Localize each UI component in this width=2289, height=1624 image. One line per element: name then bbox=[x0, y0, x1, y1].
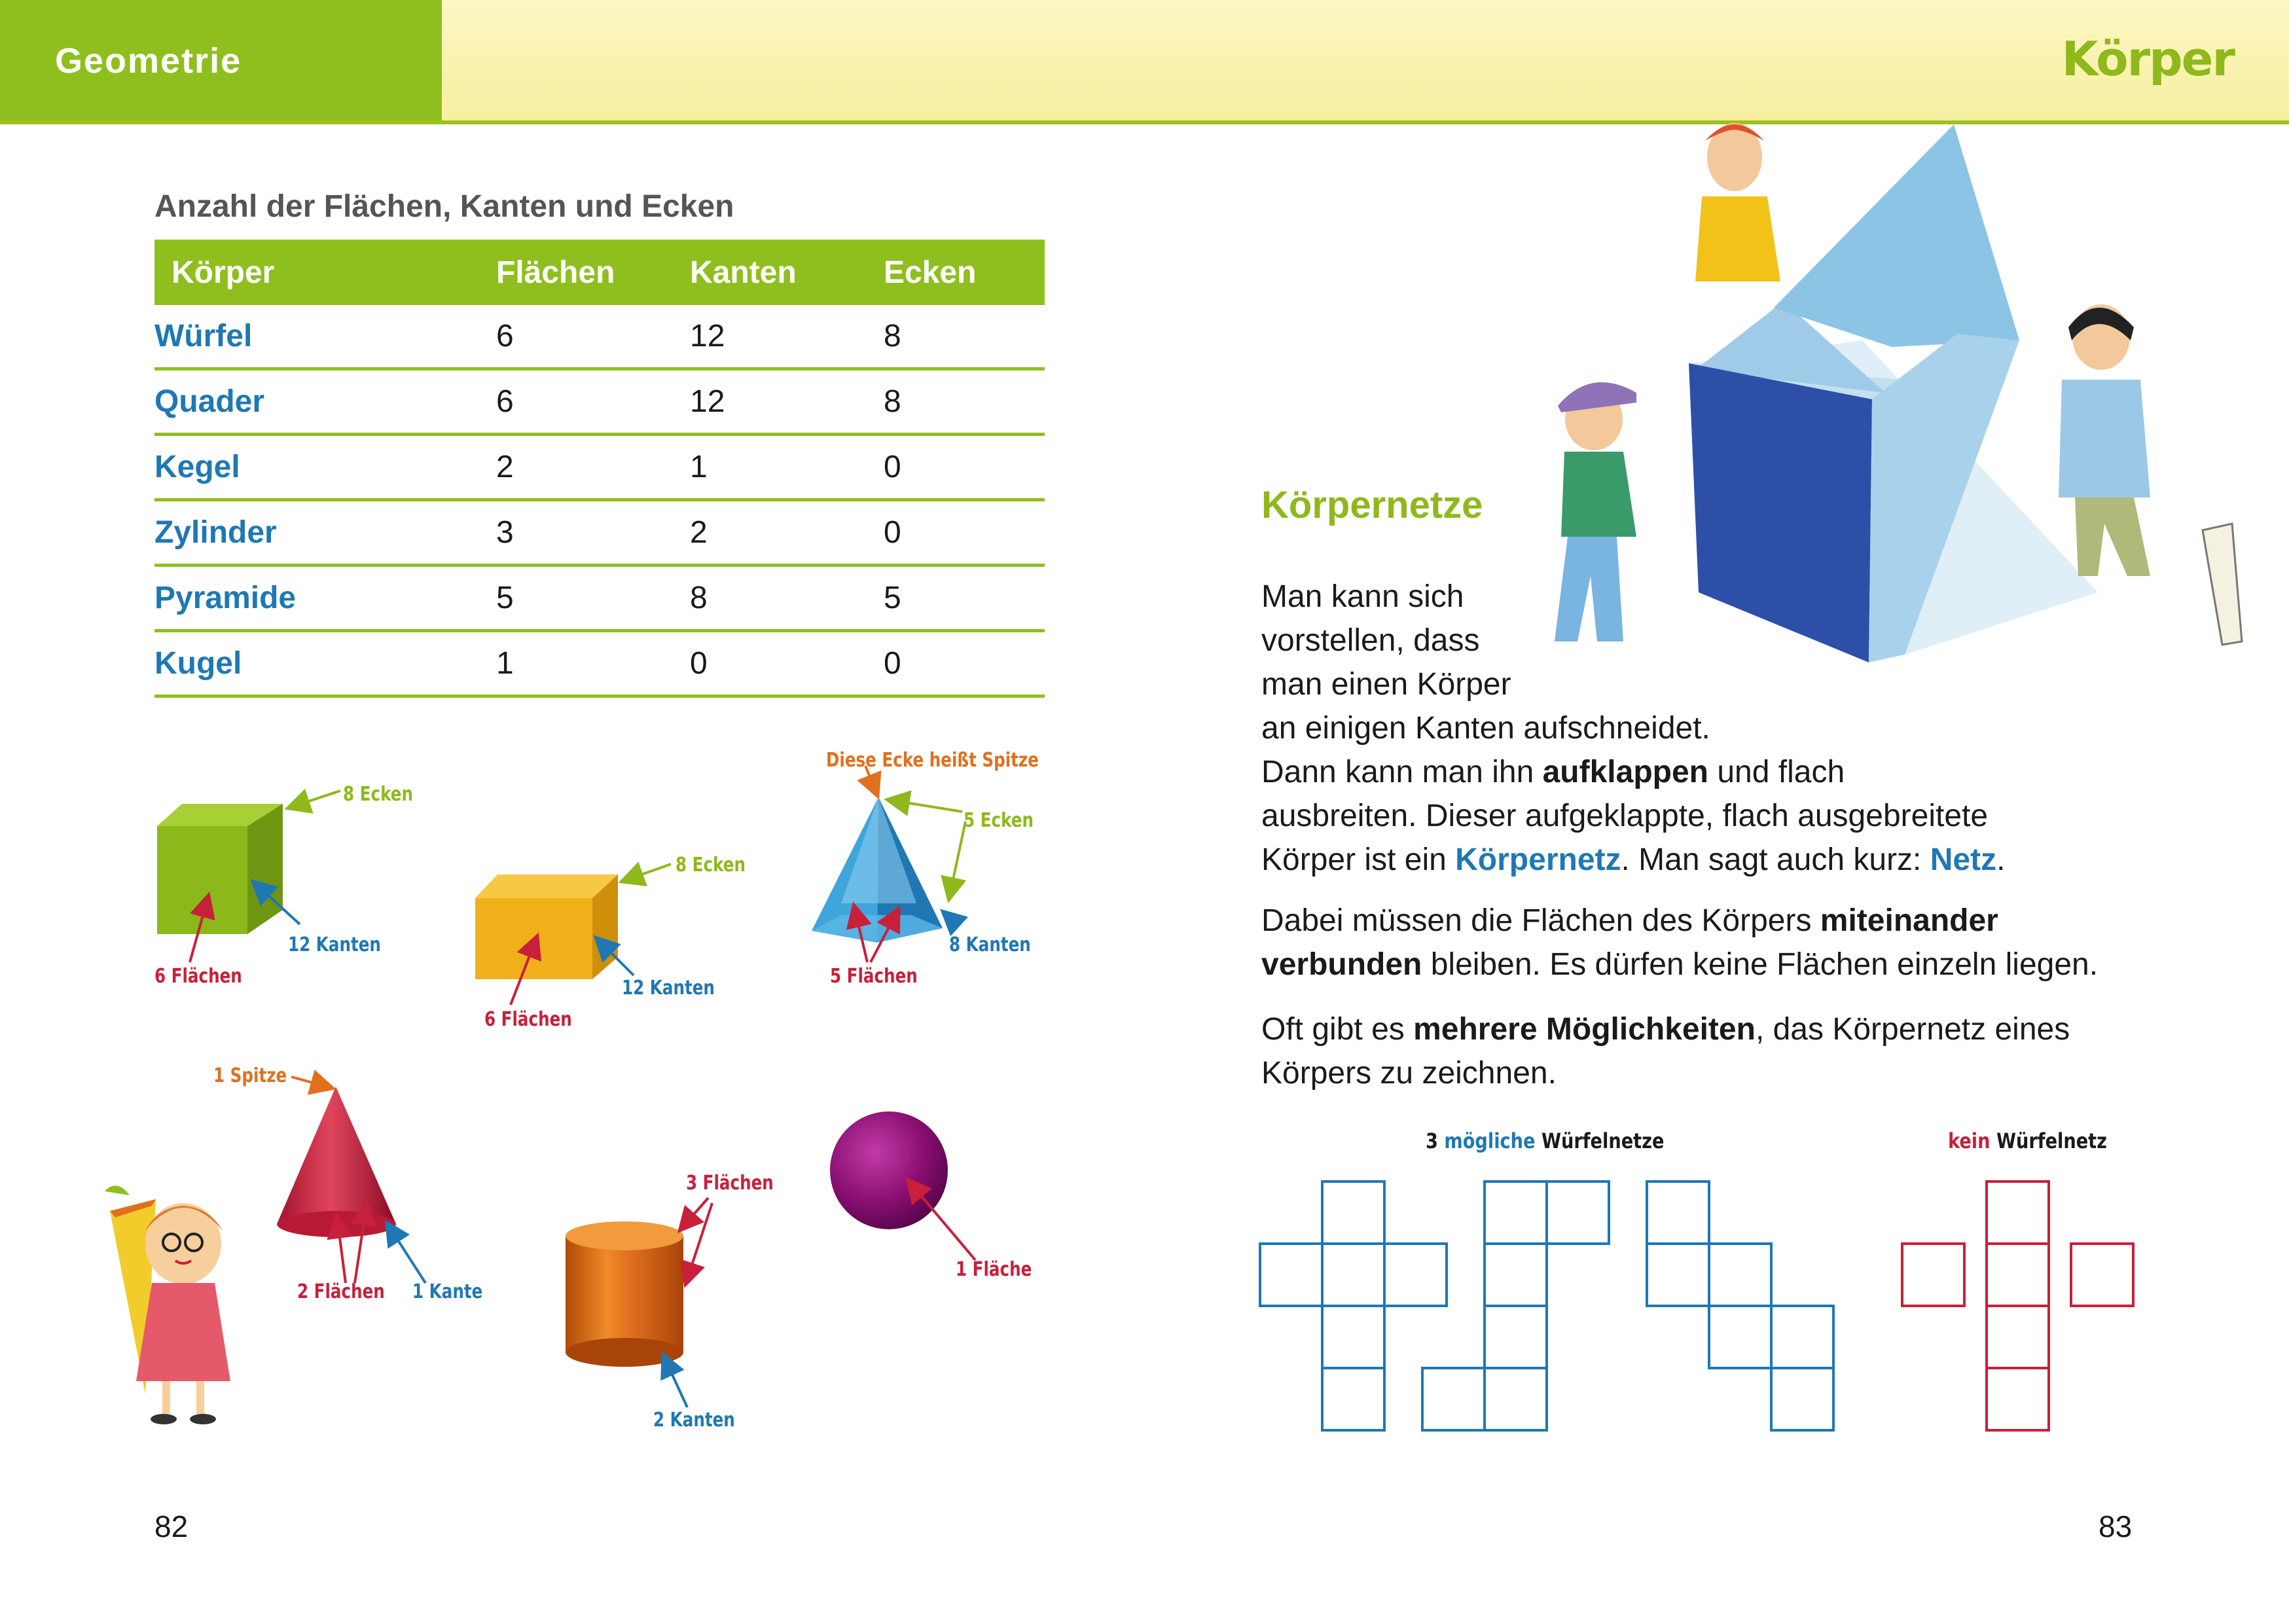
cube-faces-label: 6 Flächen bbox=[154, 965, 242, 988]
section-title: Geometrie bbox=[55, 41, 242, 81]
corners-count: 0 bbox=[867, 435, 1045, 500]
faces-count: 3 bbox=[479, 500, 673, 566]
body-name: Würfel bbox=[154, 305, 479, 369]
column-header: Körper bbox=[154, 240, 479, 305]
cone-figure bbox=[277, 1087, 396, 1237]
text-line: an einigen Kanten aufschneidet. bbox=[1261, 711, 1710, 746]
text-line: verbunden bleiben. Es dürfen keine Flächen einzeln liegen. bbox=[1261, 947, 2099, 982]
invalid-net-caption: kein Würfelnetz bbox=[1948, 1128, 2107, 1153]
edges-count: 12 bbox=[673, 305, 867, 369]
cube-net-1 bbox=[1260, 1182, 1447, 1430]
arrow bbox=[686, 1203, 712, 1283]
arrow bbox=[949, 821, 965, 898]
faces-count: 5 bbox=[479, 566, 673, 631]
text-line: Oft gibt es mehrere Möglichkeiten, das Körpernetz eines bbox=[1261, 1012, 2070, 1047]
pyramid-corners-label: 5 Ecken bbox=[964, 809, 1034, 832]
sphere-face-label: 1 Fläche bbox=[956, 1258, 1032, 1281]
cuboid-corners-label: 8 Ecken bbox=[676, 854, 746, 876]
cone-edge-label: 1 Kante bbox=[412, 1280, 483, 1303]
chapter-title: Körper bbox=[2061, 31, 2234, 86]
cuboid-faces-label: 6 Flächen bbox=[484, 1008, 572, 1031]
body-name: Zylinder bbox=[154, 500, 479, 566]
cuboid-figure bbox=[475, 875, 618, 979]
faces-count: 2 bbox=[479, 435, 673, 500]
faces-count: 1 bbox=[479, 631, 673, 696]
edges-count: 0 bbox=[673, 631, 867, 696]
column-header: Flächen bbox=[479, 240, 673, 305]
pyramid-faces-label: 5 Flächen bbox=[830, 965, 918, 988]
arrow bbox=[889, 800, 962, 812]
cylinder-faces-label: 3 Flächen bbox=[686, 1172, 774, 1195]
cone-apex-label: 1 Spitze bbox=[213, 1064, 287, 1087]
body-name: Kugel bbox=[154, 631, 479, 696]
text-line: Dann kann man ihn aufklappen und flach bbox=[1261, 755, 1845, 789]
text-line: Dabei müssen die Flächen des Körpers miteinander bbox=[1261, 903, 1998, 938]
page-number-right: 83 bbox=[2099, 1509, 2133, 1543]
corners-count: 0 bbox=[867, 631, 1045, 696]
possibilities-paragraph bbox=[1261, 1007, 2070, 1095]
body-name: Kegel bbox=[154, 435, 479, 500]
text-line: ausbreiten. Dieser aufgeklappte, flach ausgebreitete bbox=[1261, 799, 1989, 833]
body-name: Quader bbox=[154, 369, 479, 435]
corners-count: 5 bbox=[867, 566, 1045, 631]
cuboid-edges-label: 12 Kanten bbox=[622, 977, 715, 1000]
cube-net-2 bbox=[1422, 1182, 1609, 1430]
connection-paragraph bbox=[1261, 899, 2098, 986]
faces-count: 6 bbox=[479, 369, 673, 435]
cube-corners-label: 8 Ecken bbox=[343, 783, 413, 806]
table-title: Anzahl der Flächen, Kanten und Ecken bbox=[154, 189, 734, 224]
text-line: man einen Körper bbox=[1261, 667, 1511, 702]
cube-net-3 bbox=[1647, 1182, 1833, 1430]
arrow bbox=[291, 1077, 331, 1088]
edges-count: 12 bbox=[673, 369, 867, 435]
pyramid-edges-label: 8 Kanten bbox=[949, 933, 1031, 956]
cube-figure bbox=[157, 804, 283, 934]
invalid-cube-net bbox=[1902, 1182, 2133, 1430]
valid-nets-caption: 3 mögliche Würfelnetze bbox=[1426, 1128, 1665, 1153]
valid-cube-nets bbox=[1260, 1182, 1833, 1430]
column-header: Kanten bbox=[673, 240, 867, 305]
edges-count: 8 bbox=[673, 566, 867, 631]
arrow bbox=[944, 912, 959, 926]
corners-count: 8 bbox=[867, 305, 1045, 369]
corners-count: 0 bbox=[867, 500, 1045, 566]
text-line: vorstellen, dass bbox=[1261, 623, 1480, 658]
edges-count: 1 bbox=[673, 435, 867, 500]
column-header: Ecken bbox=[867, 240, 1045, 305]
arrow bbox=[388, 1224, 425, 1283]
pyramid-apex-label: Diese Ecke heißt Spitze bbox=[826, 749, 1039, 772]
edges-count: 2 bbox=[673, 500, 867, 566]
page-number-left: 82 bbox=[154, 1509, 189, 1543]
sphere-figure bbox=[830, 1111, 948, 1229]
cone-faces-label: 2 Flächen bbox=[297, 1280, 385, 1303]
arrow bbox=[623, 864, 671, 881]
cylinder-edges-label: 2 Kanten bbox=[653, 1409, 735, 1432]
cube-edges-label: 12 Kanten bbox=[288, 933, 381, 956]
corners-count: 8 bbox=[867, 369, 1045, 435]
body-name: Pyramide bbox=[154, 566, 479, 631]
nets-heading: Körpernetze bbox=[1261, 484, 1483, 526]
arrow bbox=[664, 1356, 687, 1407]
text-line: Körpers zu zeichnen. bbox=[1261, 1056, 1557, 1091]
text-line: Man kann sich bbox=[1261, 579, 1464, 614]
pyramid-figure bbox=[812, 797, 943, 943]
intro-paragraph bbox=[1261, 575, 2005, 882]
cylinder-figure bbox=[566, 1221, 683, 1367]
text-line: Körper ist ein Körpernetz. Man sagt auch kurz: Netz. bbox=[1261, 842, 2006, 877]
girl-illustration bbox=[105, 1185, 230, 1424]
arrow bbox=[289, 791, 340, 808]
faces-count: 6 bbox=[479, 305, 673, 369]
